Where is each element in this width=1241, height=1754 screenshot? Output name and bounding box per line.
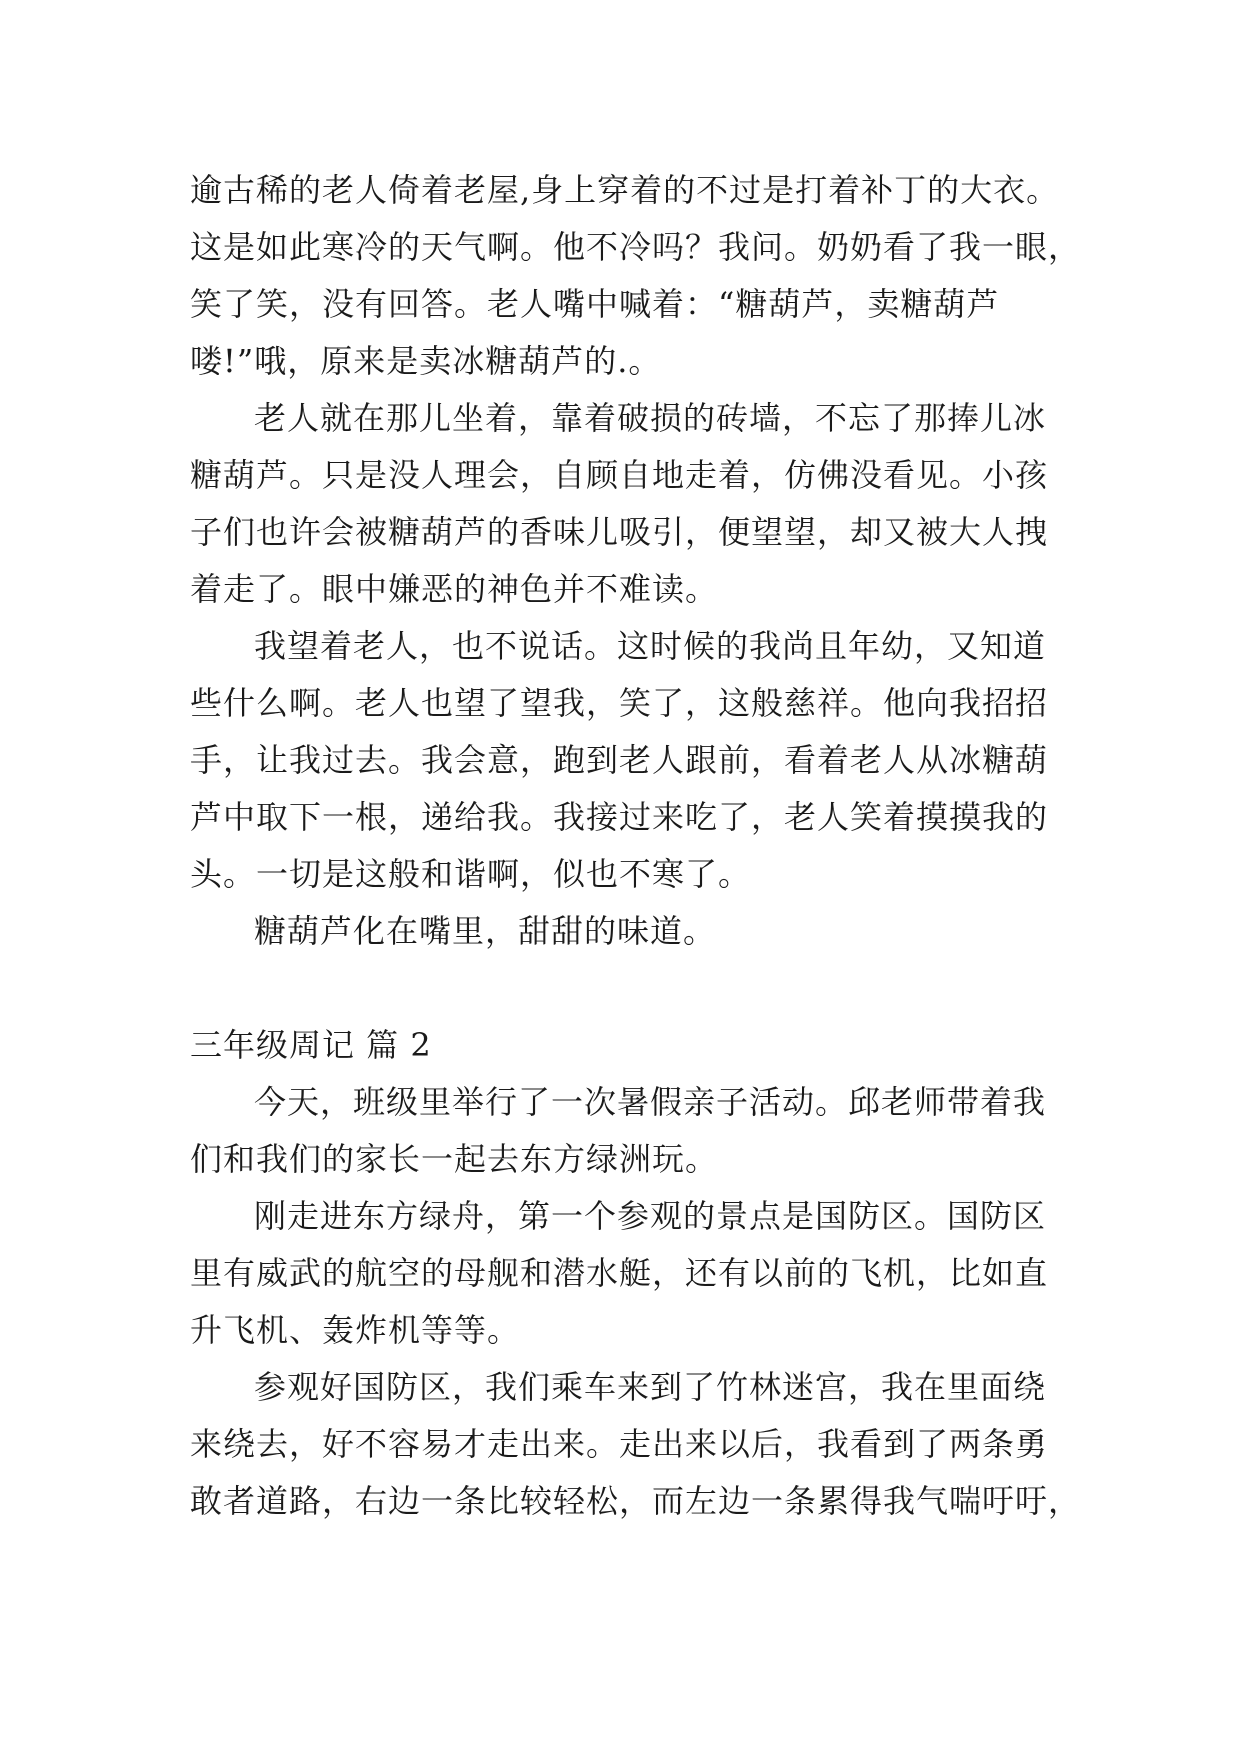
- essay2-p3-line3: 敢者道路，右边一条比较轻松，而左边一条累得我气喘吁吁，: [190, 1482, 1082, 1520]
- essay2-p2-line2: 里有威武的航空的母舰和潜水艇，还有以前的飞机，比如直: [190, 1254, 1049, 1292]
- essay1-p3-line4: 芦中取下一根，递给我。我接过来吃了，老人笑着摸摸我的: [190, 798, 1049, 836]
- essay2-p3-line1: 参观好国防区，我们乘车来到了竹林迷宫，我在里面绕: [254, 1368, 1047, 1406]
- essay1-p1-line4: 喽!”哦，原来是卖冰糖葫芦的.。: [190, 342, 662, 380]
- essay2-p2-line3: 升飞机、轰炸机等等。: [190, 1311, 521, 1349]
- essay1-p1-line1: 逾古稀的老人倚着老屋,身上穿着的不过是打着补丁的大衣。: [190, 171, 1060, 209]
- essay1-p2-line2: 糖葫芦。只是没人理会，自顾自地走着，仿佛没看见。小孩: [190, 456, 1049, 494]
- essay2-p1-line1: 今天，班级里举行了一次暑假亲子活动。邱老师带着我: [254, 1083, 1047, 1121]
- essay1-p1-line3: 笑了笑，没有回答。老人嘴中喊着：“糖葫芦，卖糖葫芦: [190, 285, 1000, 323]
- essay2-p3-line2: 来绕去，好不容易才走出来。走出来以后，我看到了两条勇: [190, 1425, 1049, 1463]
- essay1-p3-line3: 手，让我过去。我会意，跑到老人跟前，看着老人从冰糖葫: [190, 741, 1049, 779]
- essay1-p2-line3: 子们也许会被糖葫芦的香味儿吸引，便望望，却又被大人拽: [190, 513, 1049, 551]
- essay2-p2-line1: 刚走进东方绿舟，第一个参观的景点是国防区。国防区: [254, 1197, 1047, 1235]
- essay1-p1-line2: 这是如此寒冷的天气啊。他不冷吗？我问。奶奶看了我一眼，: [190, 228, 1082, 266]
- essay1-p2-line4: 着走了。眼中嫌恶的神色并不难读。: [190, 570, 719, 608]
- essay1-p3-line2: 些什么啊。老人也望了望我，笑了，这般慈祥。他向我招招: [190, 684, 1049, 722]
- essay1-p3-line1: 我望着老人，也不说话。这时候的我尚且年幼，又知道: [254, 627, 1047, 665]
- essay1-p3-line5: 头。一切是这般和谐啊，似也不寒了。: [190, 855, 752, 893]
- essay1-p4-line1: 糖葫芦化在嘴里，甜甜的味道。: [254, 912, 717, 950]
- essay1-p2-line1: 老人就在那儿坐着，靠着破损的砖墙，不忘了那捧儿冰: [254, 399, 1047, 437]
- essay2-p1-line2: 们和我们的家长一起去东方绿洲玩。: [190, 1140, 719, 1178]
- essay2-title: 三年级周记 篇 2: [190, 1026, 432, 1064]
